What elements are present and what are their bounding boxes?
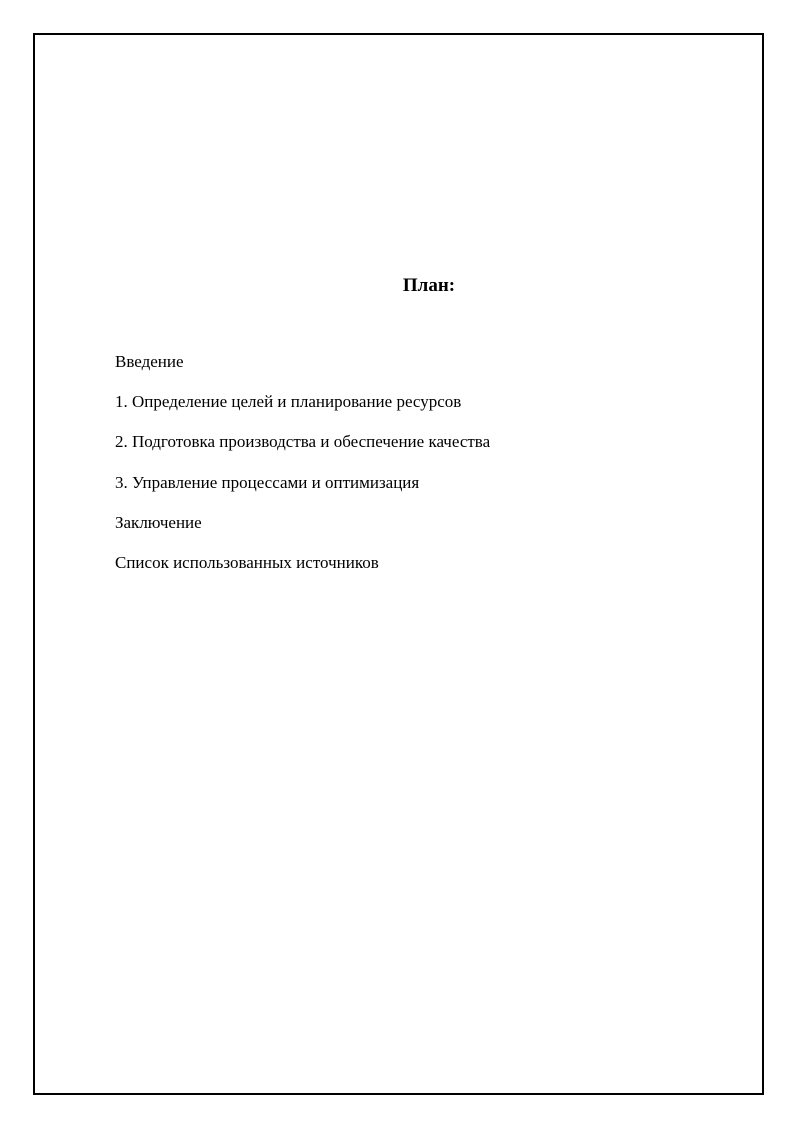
toc-item-section-3: 3. Управление процессами и оптимизация	[115, 472, 420, 492]
toc-item-section-2: 2. Подготовка производства и обеспечение качества	[115, 432, 491, 452]
page-title: План:	[402, 275, 456, 296]
table-of-contents	[115, 350, 490, 591]
toc-item-introduction: Введение	[115, 352, 184, 371]
toc-item-references: Список использованных источников	[115, 552, 379, 572]
toc-item-conclusion: Заключение	[115, 512, 202, 532]
toc-item-section-1: 1. Определение целей и планирование ресурсов	[115, 392, 462, 412]
